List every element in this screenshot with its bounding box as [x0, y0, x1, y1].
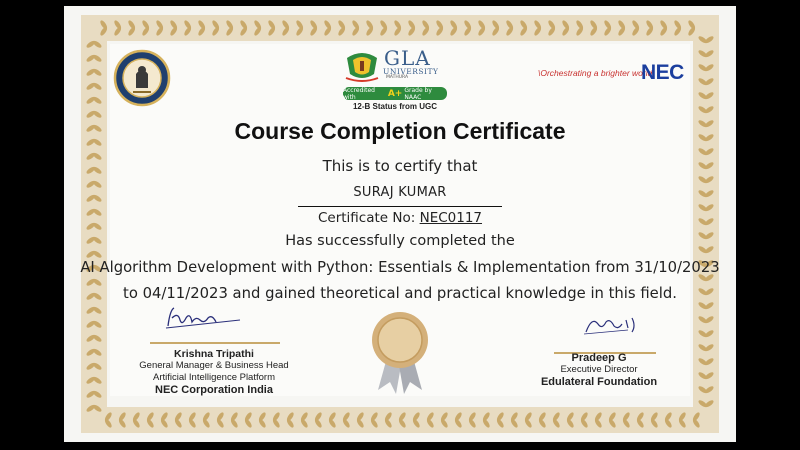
left-sign-line [150, 342, 280, 344]
right-signatory [524, 352, 674, 388]
certificate-title: Course Completion Certificate [234, 118, 566, 144]
completed-line: Has successfully completed the [285, 233, 515, 249]
naac-prefix: Accredited with [343, 86, 375, 101]
gla-university: UNIVERSITY [383, 67, 439, 76]
cert-no-value: NEC0117 [419, 210, 483, 226]
nec-tagline [538, 68, 652, 78]
certificate-number [64, 210, 736, 226]
ugc-status: 12-B Status from UGC [352, 102, 437, 111]
naac-suffix: Grade by NAAC [404, 86, 432, 101]
left-signatory [104, 348, 324, 396]
certify-line: This is to certify that [322, 157, 478, 175]
nec-tagline-a: \Orchestrating [538, 68, 592, 78]
right-signatory-name: Pradeep G [571, 352, 627, 364]
gla-crest-icon [341, 44, 383, 86]
left-signatory-role1: General Manager & Business Head [139, 360, 289, 371]
naac-grade: A+ [387, 88, 403, 99]
naac-badge [343, 87, 447, 100]
edulateral-emblem-icon [112, 48, 172, 108]
right-signature-icon [582, 312, 654, 338]
cert-no-label: Certificate No: [317, 210, 420, 226]
left-signatory-name: Krishna Tripathi [174, 348, 254, 360]
left-signatory-role2: Artificial Intelligence Platform [153, 372, 275, 383]
right-signatory-org: Edulateral Foundation [540, 376, 658, 388]
gla-name: GLA [384, 46, 431, 70]
course-line-1: AI Algorithm Development with Python: Essentials & Implementation from 31/10/2023 [80, 259, 720, 276]
nec-logo: NEC [641, 61, 684, 84]
gla-city: MATHURA [386, 75, 409, 80]
recipient-underline [298, 206, 502, 207]
course-line-2: to 04/11/2023 and gained theoretical and practical knowledge in this field. [123, 285, 677, 302]
left-signatory-org: NEC Corporation India [155, 384, 273, 396]
recipient-name: SURAJ KUMAR [353, 185, 447, 200]
right-signatory-role1: Executive Director [560, 364, 638, 375]
award-seal-icon [364, 310, 436, 396]
nec-tagline-b: a brighter world [591, 68, 653, 78]
certificate-page [64, 6, 736, 442]
left-signature-icon [162, 304, 246, 334]
